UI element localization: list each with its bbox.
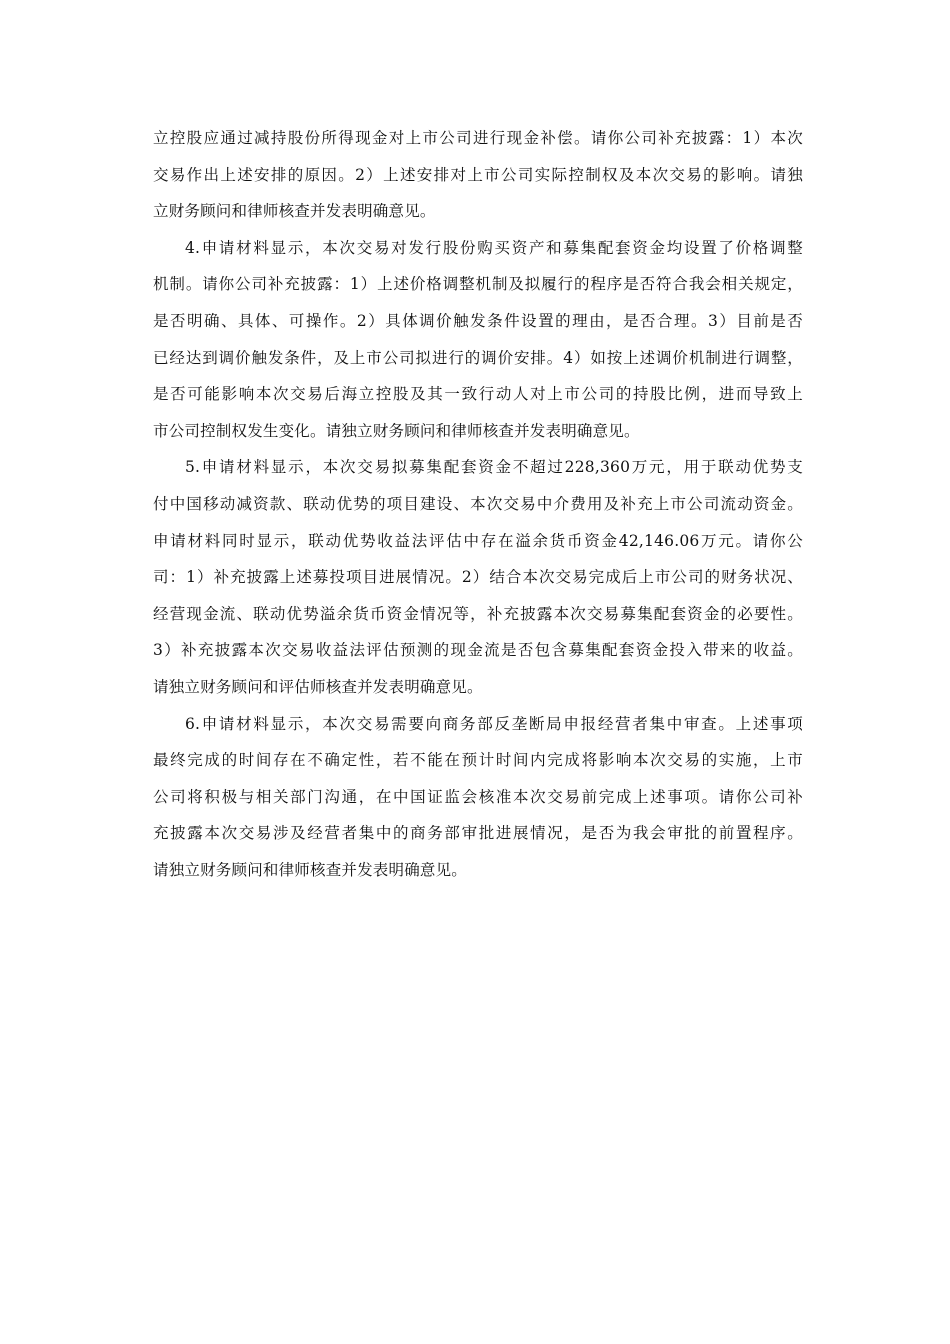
text-line: 申请材料同时显示，联动优势收益法评估中存在溢余货币资金42,146.06万元。请你公 — [153, 531, 803, 550]
text-line: 经营现金流、联动优势溢余货币资金情况等，补充披露本次交易募集配套资金的必要性。 — [153, 604, 803, 623]
text-line: 付中国移动减资款、联动优势的项目建设、本次交易中介费用及补充上市公司流动资金。 — [153, 494, 803, 513]
text-line: 请独立财务顾问和评估师核查并发表明确意见。 — [153, 677, 483, 696]
item-6-heading-line: 6.申请材料显示，本次交易需要向商务部反垄断局申报经营者集中审查。上述事项 — [185, 714, 803, 733]
text-line: 充披露本次交易涉及经营者集中的商务部审批进展情况，是否为我会审批的前置程序。 — [153, 824, 803, 843]
text-line: 立控股应通过减持股份所得现金对上市公司进行现金补偿。请你公司补充披露：1）本次 — [153, 129, 803, 147]
item-4-heading-line: 4.申请材料显示，本次交易对发行股份购买资产和募集配套资金均设置了价格调整 — [185, 238, 803, 257]
text-line: 是否可能影响本次交易后海立控股及其一致行动人对上市公司的持股比例，进而导致上 — [153, 385, 803, 404]
text-line: 已经达到调价触发条件，及上市公司拟进行的调价安排。4）如按上述调价机制进行调整， — [153, 348, 803, 367]
text-line: 交易作出上述安排的原因。2）上述安排对上市公司实际控制权及本次交易的影响。请独 — [153, 165, 803, 184]
text-line: 司：1）补充披露上述募投项目进展情况。2）结合本次交易完成后上市公司的财务状况、 — [153, 568, 803, 587]
text-line: 机制。请你公司补充披露：1）上述价格调整机制及拟履行的程序是否符合我会相关规定， — [153, 275, 803, 294]
text-line: 3）补充披露本次交易收益法评估预测的现金流是否包含募集配套资金投入带来的收益。 — [153, 641, 803, 660]
text-line: 请独立财务顾问和律师核查并发表明确意见。 — [153, 860, 468, 879]
document-body — [153, 120, 803, 888]
text-line: 公司将积极与相关部门沟通，在中国证监会核准本次交易前完成上述事项。请你公司补 — [153, 787, 803, 806]
item-5-heading-line: 5.申请材料显示，本次交易拟募集配套资金不超过228,360万元，用于联动优势支 — [185, 458, 803, 477]
text-line: 市公司控制权发生变化。请独立财务顾问和律师核查并发表明确意见。 — [153, 421, 640, 440]
text-line: 立财务顾问和律师核查并发表明确意见。 — [153, 202, 436, 221]
text-line: 是否明确、具体、可操作。2）具体调价触发条件设置的理由，是否合理。3）目前是否 — [153, 311, 803, 330]
text-line: 最终完成的时间存在不确定性，若不能在预计时间内完成将影响本次交易的实施，上市 — [153, 751, 803, 770]
